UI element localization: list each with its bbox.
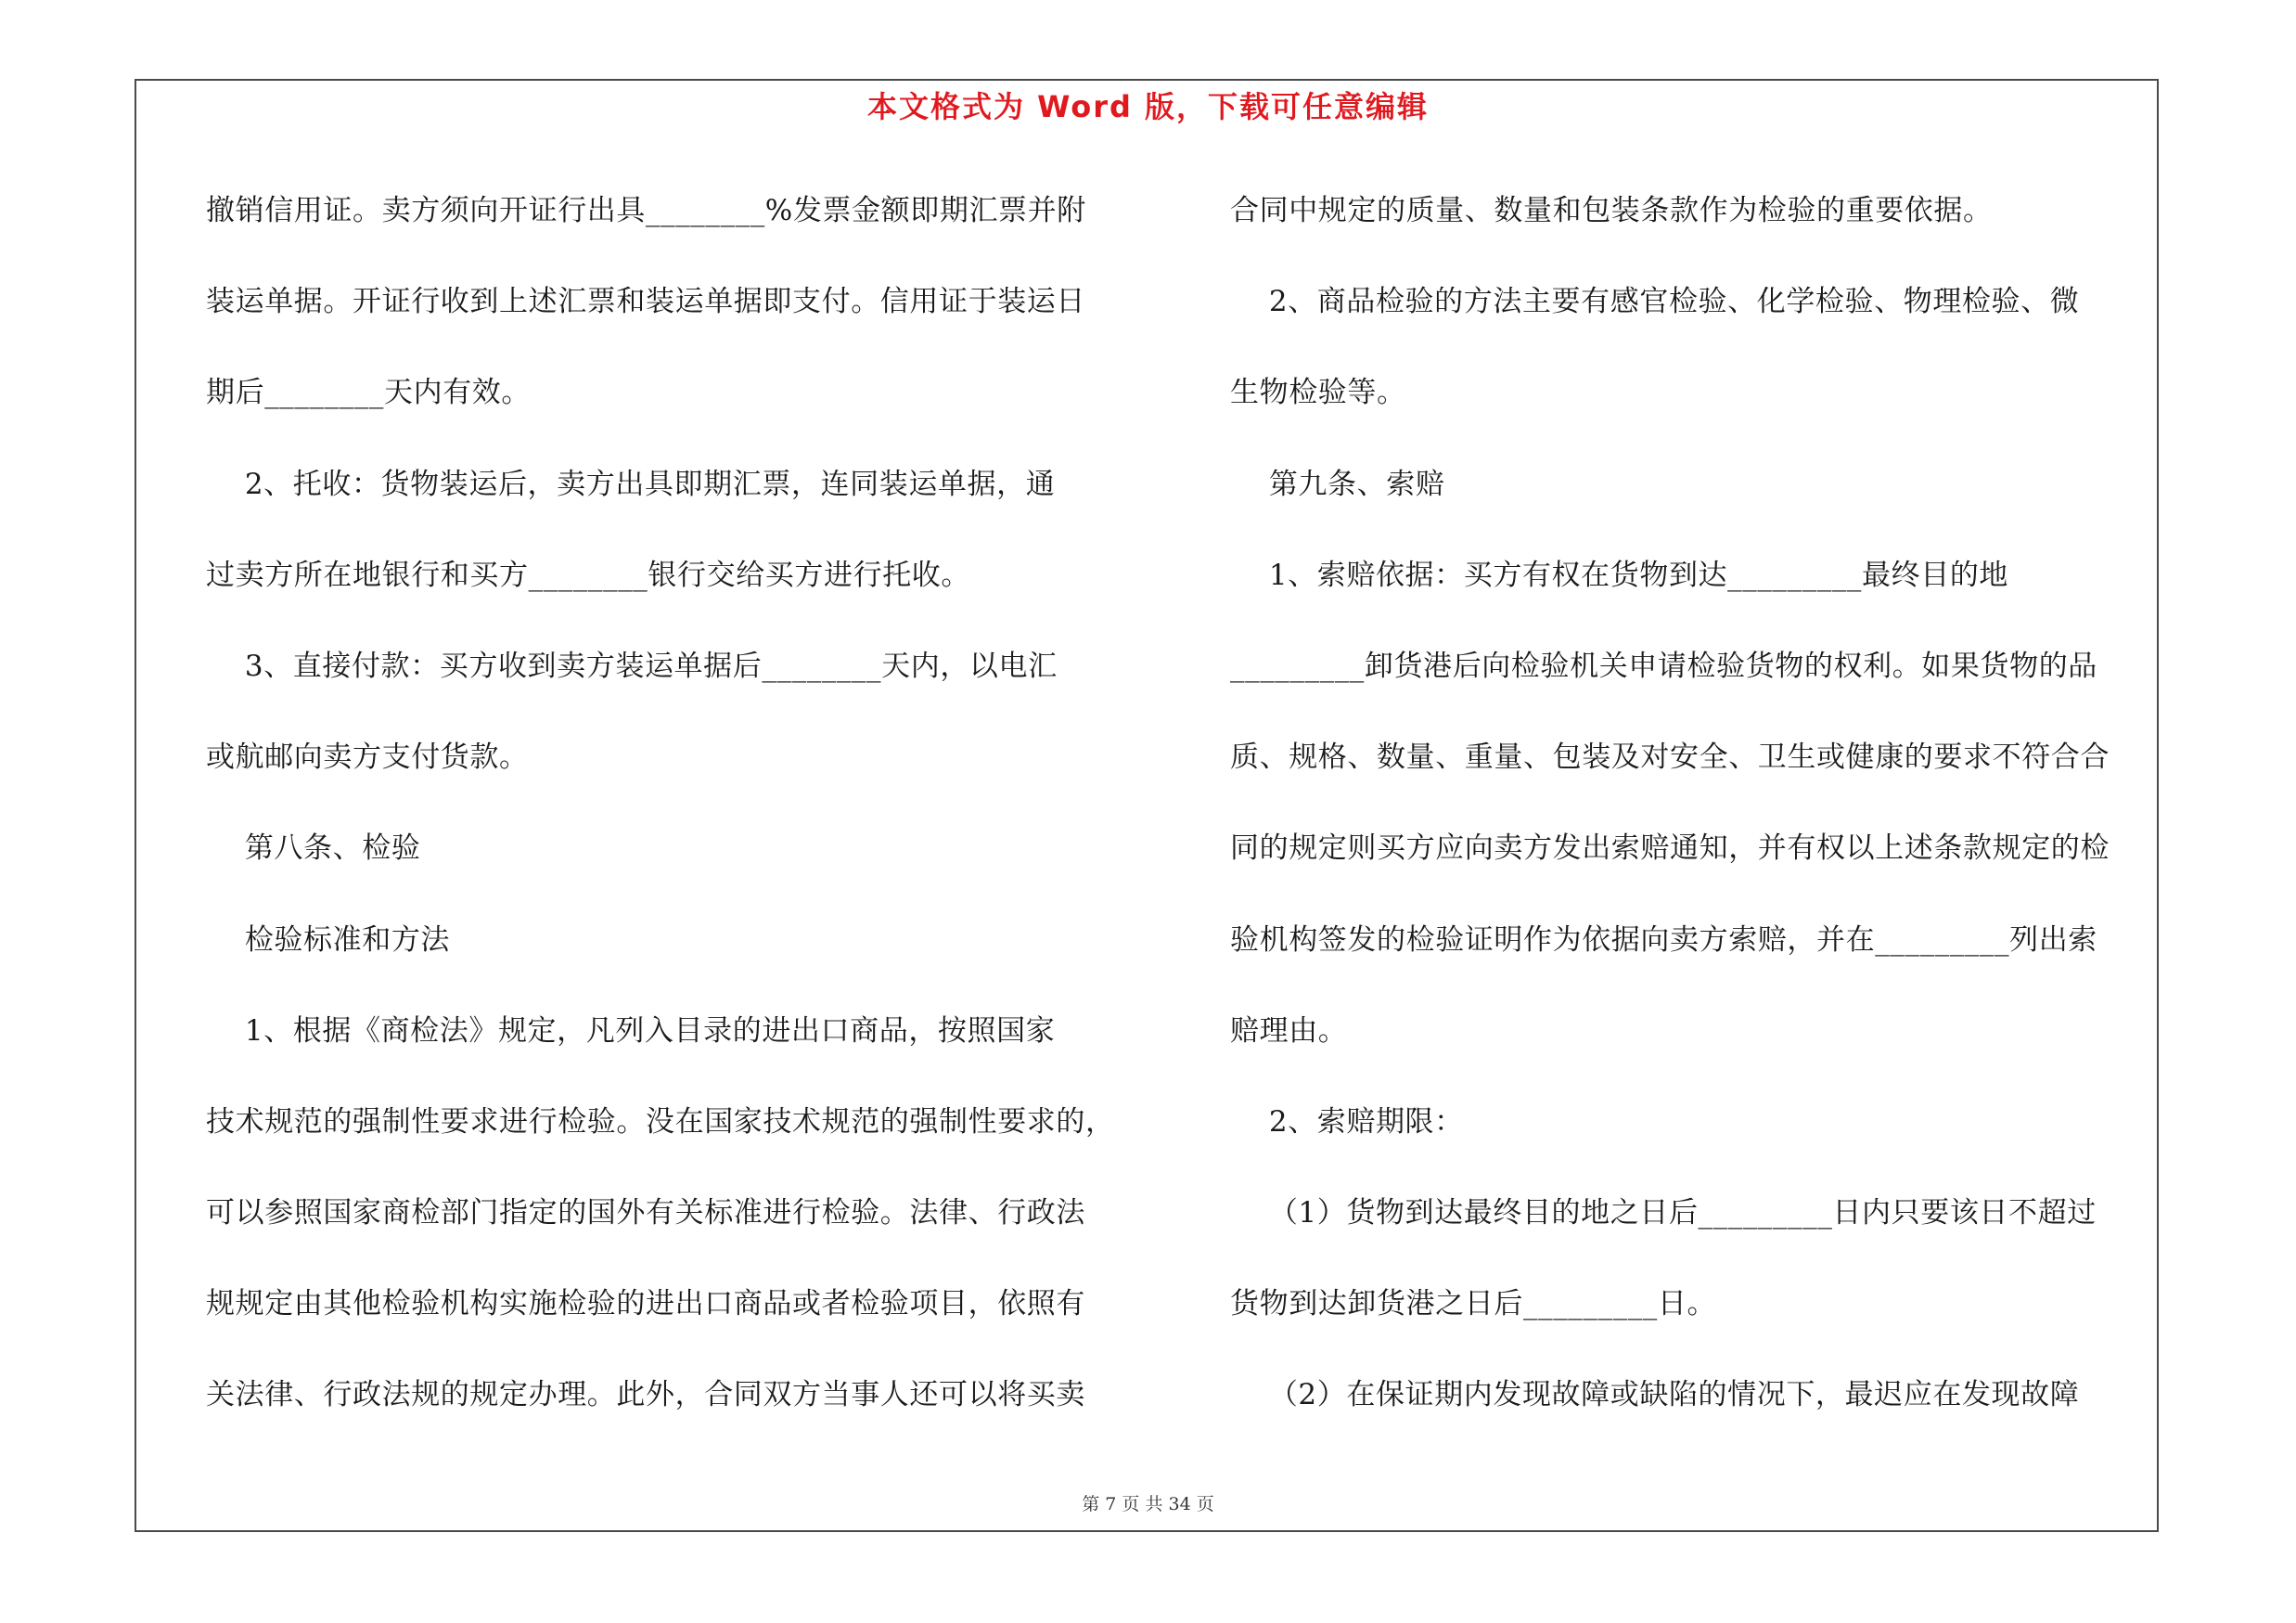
section-heading: 第九条、索赔 xyxy=(1230,467,1445,501)
page-number: 第 7 页 共 34 页 xyxy=(1082,1494,1214,1514)
text-line: 关法律、行政法规的规定办理。此外，合同双方当事人还可以将买卖 xyxy=(206,1378,1085,1412)
text-line: 2、商品检验的方法主要有感官检验、化学检验、物理检验、微 xyxy=(1230,285,2080,319)
text-line: 赔理由。 xyxy=(1230,1013,1348,1048)
text-line: （1）货物到达最终目的地之日后_________日内只要该日不超过 xyxy=(1230,1196,2097,1230)
left-column xyxy=(206,178,1143,1454)
format-banner: 本文格式为 Word 版，下载可任意编辑 xyxy=(866,89,1430,124)
text-line: 技术规范的强制性要求进行检验。没在国家技术规范的强制性要求的， xyxy=(206,1104,1115,1139)
text-line: 3、直接付款：买方收到卖方装运单据后________天内，以电汇 xyxy=(206,649,1058,683)
section-heading: 第八条、检验 xyxy=(206,831,421,866)
text-line: 可以参照国家商检部门指定的国外有关标准进行检验。法律、行政法 xyxy=(206,1196,1085,1230)
text-line: 2、托收：货物装运后，卖方出具即期汇票，连同装运单据，通 xyxy=(206,467,1056,501)
text-line: 装运单据。开证行收到上述汇票和装运单据即支付。信用证于装运日 xyxy=(206,285,1085,319)
text-line: 或航邮向卖方支付货款。 xyxy=(206,741,529,775)
right-column xyxy=(1230,178,2167,1454)
text-line: 货物到达卸货港之日后_________日。 xyxy=(1230,1287,1717,1321)
text-line: 同的规定则买方应向卖方发出索赔通知，并有权以上述条款规定的检 xyxy=(1230,831,2110,866)
text-line: 质、规格、数量、重量、包装及对安全、卫生或健康的要求不符合合 xyxy=(1230,741,2110,775)
text-line: 2、索赔期限： xyxy=(1230,1104,1464,1139)
text-line: _________卸货港后向检验机关申请检验货物的权利。如果货物的品 xyxy=(1230,649,2097,683)
text-line: 规规定由其他检验机构实施检验的进出口商品或者检验项目，依照有 xyxy=(206,1287,1085,1321)
text-line: 验机构签发的检验证明作为依据向卖方索赔，并在_________列出索 xyxy=(1230,922,2097,957)
text-line: 过卖方所在地银行和买方________银行交给买方进行托收。 xyxy=(206,558,970,592)
text-line: 1、索赔依据：买方有权在货物到达_________最终目的地 xyxy=(1230,558,2009,592)
text-line: 撤销信用证。卖方须向开证行出具________%发票金额即期汇票并附 xyxy=(206,194,1086,227)
text-line: 生物检验等。 xyxy=(1230,376,1406,410)
subsection-heading: 检验标准和方法 xyxy=(206,922,451,957)
text-line: 1、根据《商检法》规定，凡列入目录的进出口商品，按照国家 xyxy=(206,1013,1056,1048)
text-line: （2）在保证期内发现故障或缺陷的情况下，最迟应在发现故障 xyxy=(1230,1378,2080,1412)
text-line: 期后________天内有效。 xyxy=(206,376,531,410)
text-line: 合同中规定的质量、数量和包装条款作为检验的重要依据。 xyxy=(1230,194,1993,227)
